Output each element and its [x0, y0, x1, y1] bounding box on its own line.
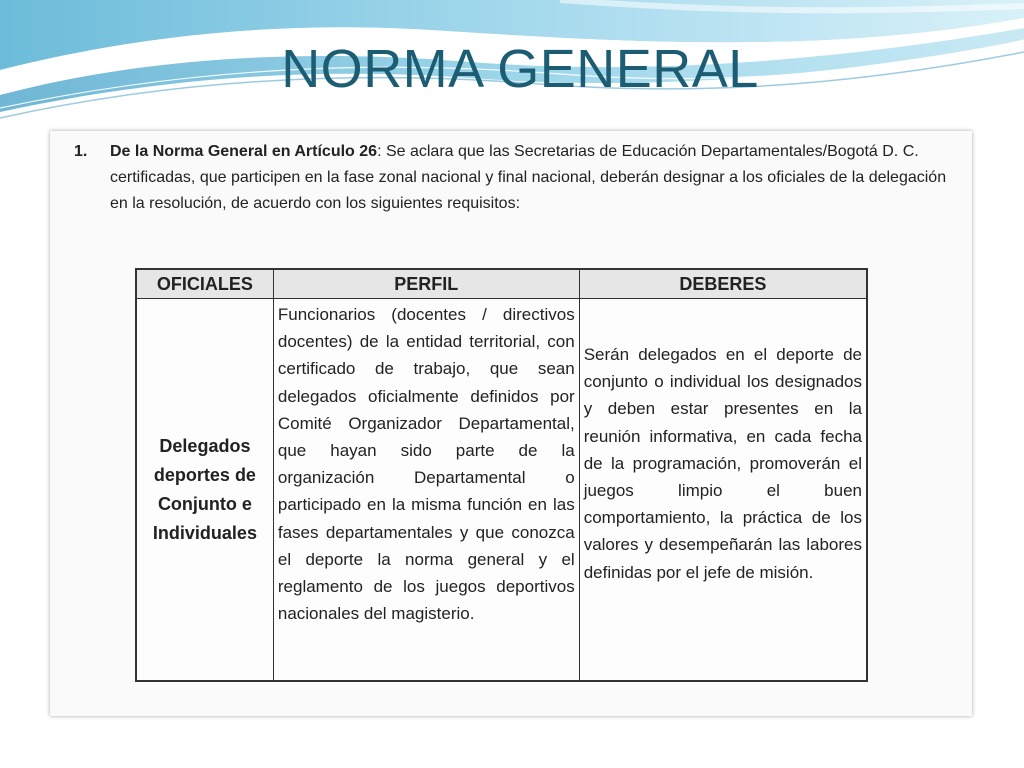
header-perfil: PERFIL — [273, 269, 579, 299]
scanned-document — [50, 131, 972, 716]
header-oficiales: OFICIALES — [136, 269, 273, 299]
article-paragraph — [74, 139, 954, 217]
cell-oficiales: Delegados deportes de Conjunto e Individuales — [136, 299, 273, 682]
cell-perfil: Funcionarios (docentes / directivos docentes) de la entidad territorial, con certificado de trabajo, que sean delegados oficialmente definidos por Comité Organizador Departamental, que hayan sido parte de la organización Departamental o participado en la misma función en las fases departamentales y que conozca el deporte la norma general y el reglamento de los juegos deportivos nacionales del magisterio. — [273, 299, 579, 682]
table-row — [136, 299, 867, 682]
cell-deberes: Serán delegados en el deporte de conjunto o individual los designados y deben estar presentes en la reunión informativa, en cada fecha de la programación, promoverán el juegos limpio el buen comportamiento, la práctica de los valores y desempeñarán las labores definidas por el jefe de misión. — [579, 299, 867, 682]
item-number: 1. — [74, 143, 88, 160]
header-deberes: DEBERES — [579, 269, 867, 299]
article-text: : Se aclara que las Secretarias de Educación Departamentales/Bogotá D. C. certificadas, que participen en la fase zonal nacional y final nacional, deberán designar a los oficiales de la delegación en la resolución, de acuerdo con los siguientes requisitos: — [110, 143, 947, 212]
table-header-row — [136, 269, 867, 299]
slide-title: NORMA GENERAL — [281, 39, 759, 99]
requirements-table — [135, 268, 868, 682]
article-heading: De la Norma General en Artículo 26 — [110, 143, 378, 160]
